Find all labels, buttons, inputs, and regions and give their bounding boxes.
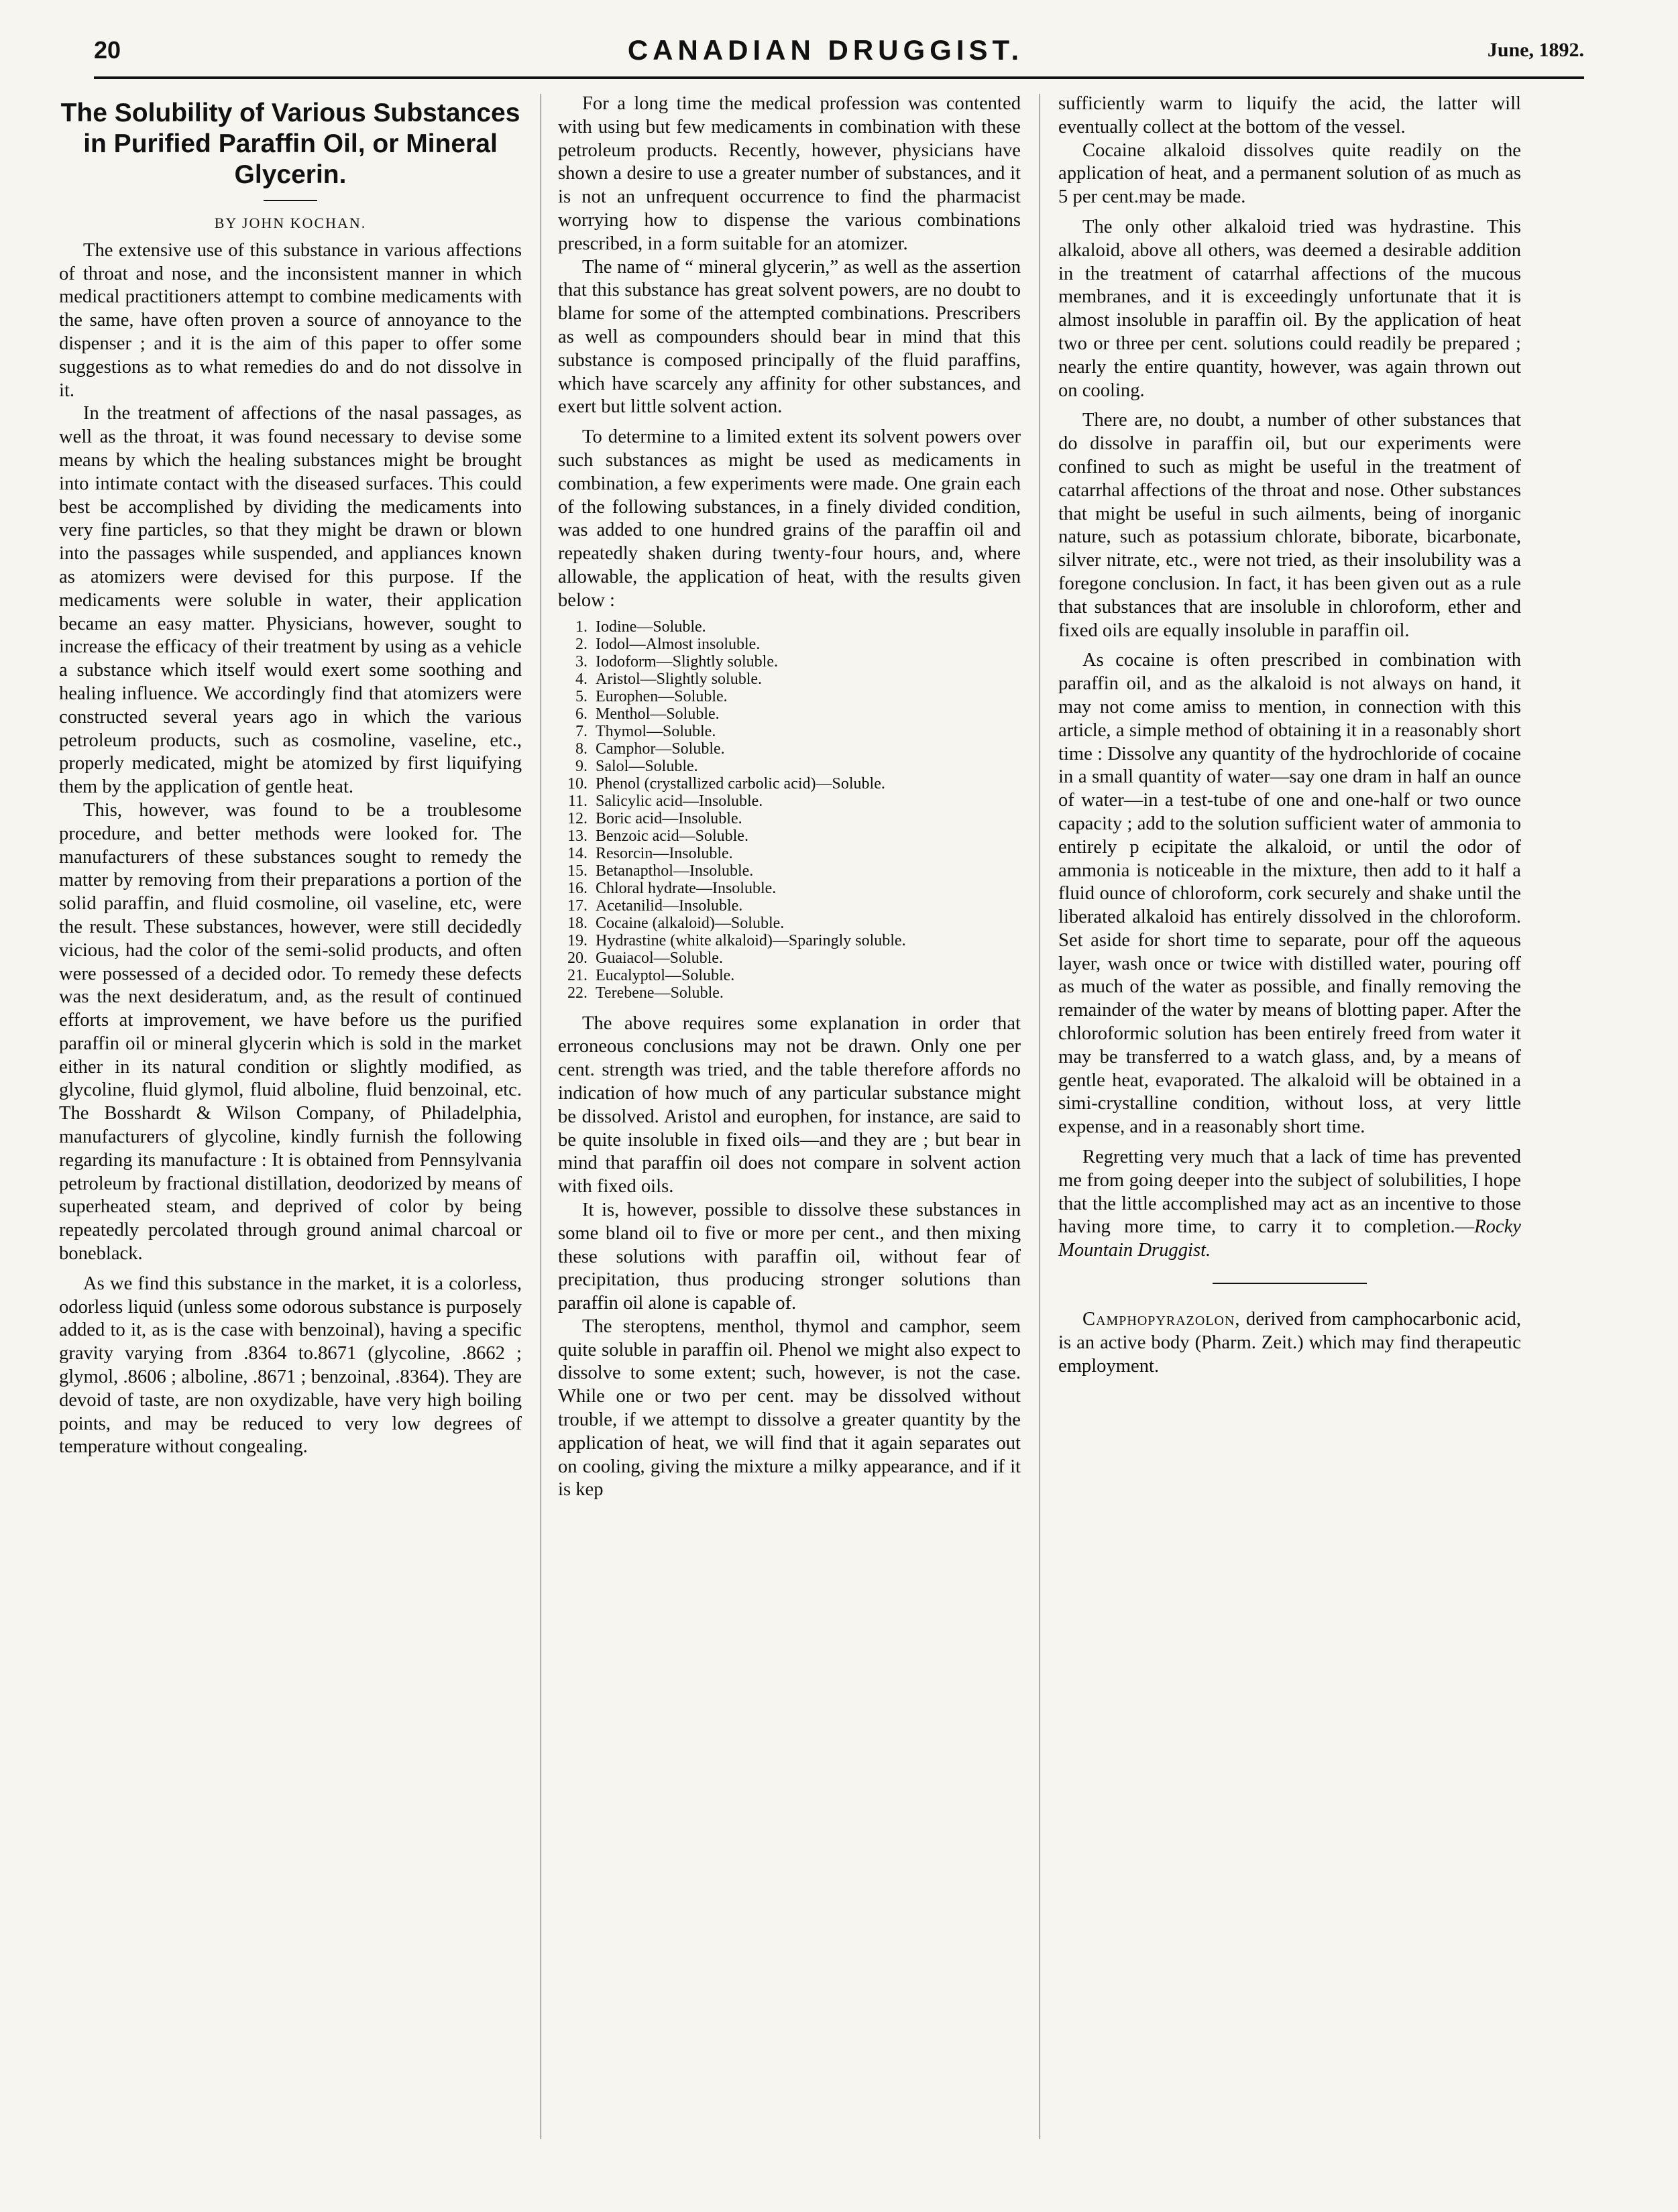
list-item-text: Thymol—Soluble. <box>596 722 716 740</box>
article-title: The Solubility of Various Substances in Purified Paraffin Oil, or Mineral Glycerin. <box>60 99 520 189</box>
list-item-number: 20. <box>567 949 588 967</box>
section-divider <box>1213 1283 1367 1284</box>
source-credit: Rocky Mountain Druggist. <box>1058 1216 1521 1261</box>
list-item-text: Iodol—Almost insoluble. <box>596 635 761 653</box>
page-number: 20 <box>94 36 121 64</box>
list-item-number: 19. <box>567 931 588 949</box>
list-item-text: Camphor—Soluble. <box>596 740 725 758</box>
list-item-text: Eucalyptol—Soluble. <box>596 966 735 984</box>
paragraph: Cocaine alkaloid dissolves quite readily on the application of heat, and a permanent solution of as much as 5 per cent.may be made. <box>1058 139 1521 208</box>
list-item <box>558 653 1021 671</box>
list-item-text: Hydrastine (white alkaloid)—Sparingly soluble. <box>596 931 906 949</box>
page-header <box>94 25 1584 75</box>
list-item-number: 4. <box>575 670 588 688</box>
list-item-number: 1. <box>575 618 588 636</box>
paragraph: The extensive use of this substance in various affections of throat and nose, and the inconsistent manner in which medical practitioners attempt to combine medicaments with the same, have often proven a source of annoyance to the dispenser ; and it is the aim of this paper to offer some suggestions as to what remedies do and do not dissolve in it. <box>59 239 522 401</box>
list-item-text: Acetanilid—Insoluble. <box>596 896 743 915</box>
list-item-number: 13. <box>567 827 588 845</box>
list-item-number: 7. <box>575 722 588 740</box>
list-item-number: 17. <box>567 896 588 915</box>
paragraph: sufficiently warm to liquify the acid, the latter will eventually collect at the bottom of the vessel. <box>1058 93 1521 137</box>
list-item-text: Europhen—Soluble. <box>596 687 728 705</box>
list-item-number: 14. <box>567 844 588 862</box>
list-item <box>558 932 1021 949</box>
paragraph: In the treatment of affections of the nasal passages, as well as the throat, it was found necessary to devise some means by which the healing substances might be brought into intimate contact with the diseased surfaces. This could best be accomplished by dividing the medicaments into very fine particles, so that they might be drawn or blown into the passages while suspended, and appliances known as atomizers were devised for this purpose. If the medicaments were soluble in water, their application became an easy matter. Physicians, however, sought to increase the efficacy of their treatment by using as a vehicle a substance which itself would exert some soothing and healing influence. We accordingly find that atomizers were constructed several years ago in which the various petroleum products, such as cosmoline, vaseline, etc., properly medicated, might be atomized by first liquifying them by the application of gentle heat. <box>59 403 522 798</box>
title-rule <box>264 200 317 201</box>
list-item-number: 12. <box>567 809 588 827</box>
list-item <box>558 845 1021 862</box>
list-item-number: 2. <box>575 635 588 653</box>
brief-lead: Camphopyrazolon, <box>1082 1309 1241 1330</box>
solubility-list <box>558 618 1021 1002</box>
brief-paragraph <box>1058 1308 1521 1378</box>
paragraph: To determine to a limited extent its solvent powers over such substances as might be used as medicaments in combination, a few experiments were made. One grain each of the following substances, in a finely divided condition, was added to one hundred grains of the paraffin oil and repeatedly shaken during twenty-four hours, and, where allowable, the application of heat, with the results given below : <box>558 426 1021 611</box>
list-item-number: 22. <box>567 984 588 1002</box>
list-item-number: 15. <box>567 862 588 880</box>
list-item-number: 10. <box>567 774 588 793</box>
list-item <box>558 862 1021 880</box>
paragraph: It is, however, possible to dissolve these substances in some bland oil to five or more per cent., and then mixing these solutions with paraffin oil, without fear of precipitation, thus producing stronger solutions than paraffin oil alone is capable of. <box>558 1199 1021 1314</box>
list-item-text: Chloral hydrate—Insoluble. <box>596 879 777 897</box>
list-item-text: Iodine—Soluble. <box>596 618 706 636</box>
list-item <box>558 949 1021 967</box>
list-item-text: Aristol—Slightly soluble. <box>596 670 763 688</box>
header-rule <box>94 76 1584 79</box>
list-item <box>558 740 1021 758</box>
list-item-text: Menthol—Soluble. <box>596 705 720 723</box>
list-item-text: Cocaine (alkaloid)—Soluble. <box>596 914 785 932</box>
list-item <box>558 880 1021 897</box>
list-item-text: Salicylic acid—Insoluble. <box>596 792 763 810</box>
paragraph: This, however, was found to be a troublesome procedure, and better methods were looked for. The manufacturers of these substances sought to remedy the matter by removing from their preparations a portion of the solid paraffin, and fluid cosmoline, oil vaseline, etc, were the result. These substances, however, were still decidedly vicious, had the color of the semi-solid products, and often were possessed of a decided odor. To remedy these defects was the next desideratum, and, as the result of continued efforts at improvement, we have before us the purified paraffin oil or mineral glycerin which is sold in the market either in its natural condition or slightly modified, as glycoline, fluid glymol, fluid alboline, fluid benzoinal, etc. The Bosshardt & Wilson Company, of Philadelphia, manufacturers of glycoline, kindly furnish the following regarding its manufacture : It is obtained from Pennsylvania petroleum by fractional distillation, deodorized by means of superheated steam, and deprived of color by being repeatedly percolated through ground animal charcoal or boneblack. <box>59 799 522 1265</box>
list-item-number: 5. <box>575 687 588 705</box>
list-item <box>558 636 1021 653</box>
paragraph: As we find this substance in the market, it is a colorless, odorless liquid (unless some odorous substance is purposely added to it, as is the case with benzoinal), having a specific gravity varying from .8364 to.8671 (glycoline, .8662 ; glymol, .8606 ; alboline, .8671 ; benzoinal, .8364). They are devoid of taste, are non oxydizable, have very high boiling points, and may be reduced to very low degrees of temperature without congealing. <box>59 1273 522 1458</box>
list-item <box>558 671 1021 688</box>
list-item <box>558 618 1021 636</box>
list-item <box>558 915 1021 932</box>
closing-paragraph <box>1058 1146 1521 1263</box>
list-item <box>558 897 1021 915</box>
list-item-text: Guaiacol—Soluble. <box>596 949 723 967</box>
list-item-text: Benzoic acid—Soluble. <box>596 827 748 845</box>
paragraph: The name of “ mineral glycerin,” as well as the assertion that this substance has great solvent powers, are no doubt to blame for some of the attempted combinations. Prescribers as well as compounders should bear in mind that this substance is composed principally of the fluid paraffins, which have scarcely any affinity for other substances, and exert but little solvent action. <box>558 256 1021 418</box>
paragraph: The steroptens, menthol, thymol and camphor, seem quite soluble in paraffin oil. Phenol we might also expect to dissolve to some extent; such, however, is not the case. While one or two per cent. may be dissolved without trouble, if we attempt to dissolve a greater quantity by the application of heat, we will find that it again separates out on cooling, giving the mixture a milky appearance, and if it is kep <box>558 1316 1021 1501</box>
brief-text: derived from camphocarbonic acid, is an active body (Pharm. Zeit.) which may find therapeutic employment. <box>1058 1309 1521 1377</box>
list-item-text: Iodoform—Slightly soluble. <box>596 652 778 671</box>
list-item-number: 6. <box>575 705 588 723</box>
list-item <box>558 967 1021 984</box>
publication-title: CANADIAN DRUGGIST. <box>627 34 1024 66</box>
list-item-number: 21. <box>567 966 588 984</box>
list-item-number: 3. <box>575 652 588 671</box>
list-item <box>558 723 1021 740</box>
list-item <box>558 705 1021 723</box>
list-item <box>558 688 1021 705</box>
list-item-number: 8. <box>575 740 588 758</box>
list-item <box>558 984 1021 1002</box>
list-item-text: Resorcin—Insoluble. <box>596 844 733 862</box>
list-item <box>558 793 1021 810</box>
paragraph: As cocaine is often prescribed in combination with paraffin oil, and as the alkaloid is not always on hand, it may not come amiss to mention, in connection with this article, a simple method of obtaining it in a reasonably short time : Dissolve any quantity of the hydrochloride of cocaine in a small quantity of water—say one dram in half an ounce of water—in a test-tube of one and one-half or two ounce capacity ; add to the solution sufficient water of ammonia to entirely p ecipitate the alkaloid, or until the odor of ammonia is noticeable in the mixture, then add to it half a fluid ounce of chloroform, cork securely and shake until the liberated alkaloid has entirely dissolved in the chloroform. Set aside for short time to separate, pour off the aqueous layer, wash once or twice with distilled water, pouring off as much of the water as possible, and finally removing the remainder of the water by means of blotting paper. After the chloroformic solution has been entirely freed from water it may be transferred to a watch glass, and, by a means of gentle heat, evaporated. The alkaloid will be obtained in a simi-crystalline condition, without loss, at very little expense, and in a reasonably short time. <box>1058 650 1521 1138</box>
list-item-text: Terebene—Soluble. <box>596 984 724 1002</box>
list-item-number: 9. <box>575 757 588 775</box>
list-item <box>558 827 1021 845</box>
column-3 <box>1058 93 1521 1378</box>
paragraph: For a long time the medical profession was contented with using but few medicaments in combination with these petroleum products. Recently, however, physicians have shown a desire to use a greater number of substances, and it is not an unfrequent occurrence to find the pharmacist worrying how to dispense the various combinations prescribed, in a form suitable for an atomizer. <box>558 93 1021 254</box>
list-item-text: Boric acid—Insoluble. <box>596 809 742 827</box>
list-item-text: Salol—Soluble. <box>596 757 698 775</box>
issue-date: June, 1892. <box>1487 39 1584 61</box>
paragraph: The only other alkaloid tried was hydrastine. This alkaloid, above all others, was deemed a desirable addition in the treatment of catarrhal affections of the mucous membranes, and it is exceedingly unfortunate that it is almost insoluble in paraffin oil. By the application of heat two or three per cent. solutions could readily be prepared ; nearly the entire quantity, however, was again thrown out on cooling. <box>1058 216 1521 401</box>
list-item-number: 16. <box>567 879 588 897</box>
list-item-text: Phenol (crystallized carbolic acid)—Soluble. <box>596 774 885 793</box>
list-item <box>558 810 1021 827</box>
column-1 <box>59 93 522 1459</box>
list-item-text: Betanapthol—Insoluble. <box>596 862 754 880</box>
column-2 <box>558 93 1021 1502</box>
paragraph: There are, no doubt, a number of other substances that do dissolve in paraffin oil, but our experiments were confined to such as might be useful in the treatment of catarrhal affections of the throat and nose. Other substances that might be useful in such ailments, being of inorganic nature, such as potassium chlorate, biborate, bicarbonate, silver nitrate, etc., were not tried, as their insolubility was a foregone conclusion. In fact, it has been given out as a rule that substances that are insoluble in chloroform, ether and fixed oils are equally insoluble in paraffin oil. <box>1058 410 1521 641</box>
closing-text: Regretting very much that a lack of time has prevented me from going deeper into the subject of solubilities, I hope that the little accomplished may act as an incentive to those having more time, to carry it to completion.— <box>1058 1147 1521 1238</box>
list-item-number: 18. <box>567 914 588 932</box>
list-item-number: 11. <box>567 792 588 810</box>
list-item <box>558 775 1021 793</box>
paragraph: The above requires some explanation in order that erroneous conclusions may not be drawn. Only one per cent. strength was tried, and the table therefore affords no indication of how much of any particular substance might be dissolved. Aristol and europhen, for instance, are said to be quite insoluble in fixed oils—and they are ; but bear in mind that paraffin oil does not compare in solvent action with fixed oils. <box>558 1012 1021 1198</box>
list-item <box>558 758 1021 775</box>
article-byline: BY JOHN KOCHAN. <box>214 215 367 231</box>
